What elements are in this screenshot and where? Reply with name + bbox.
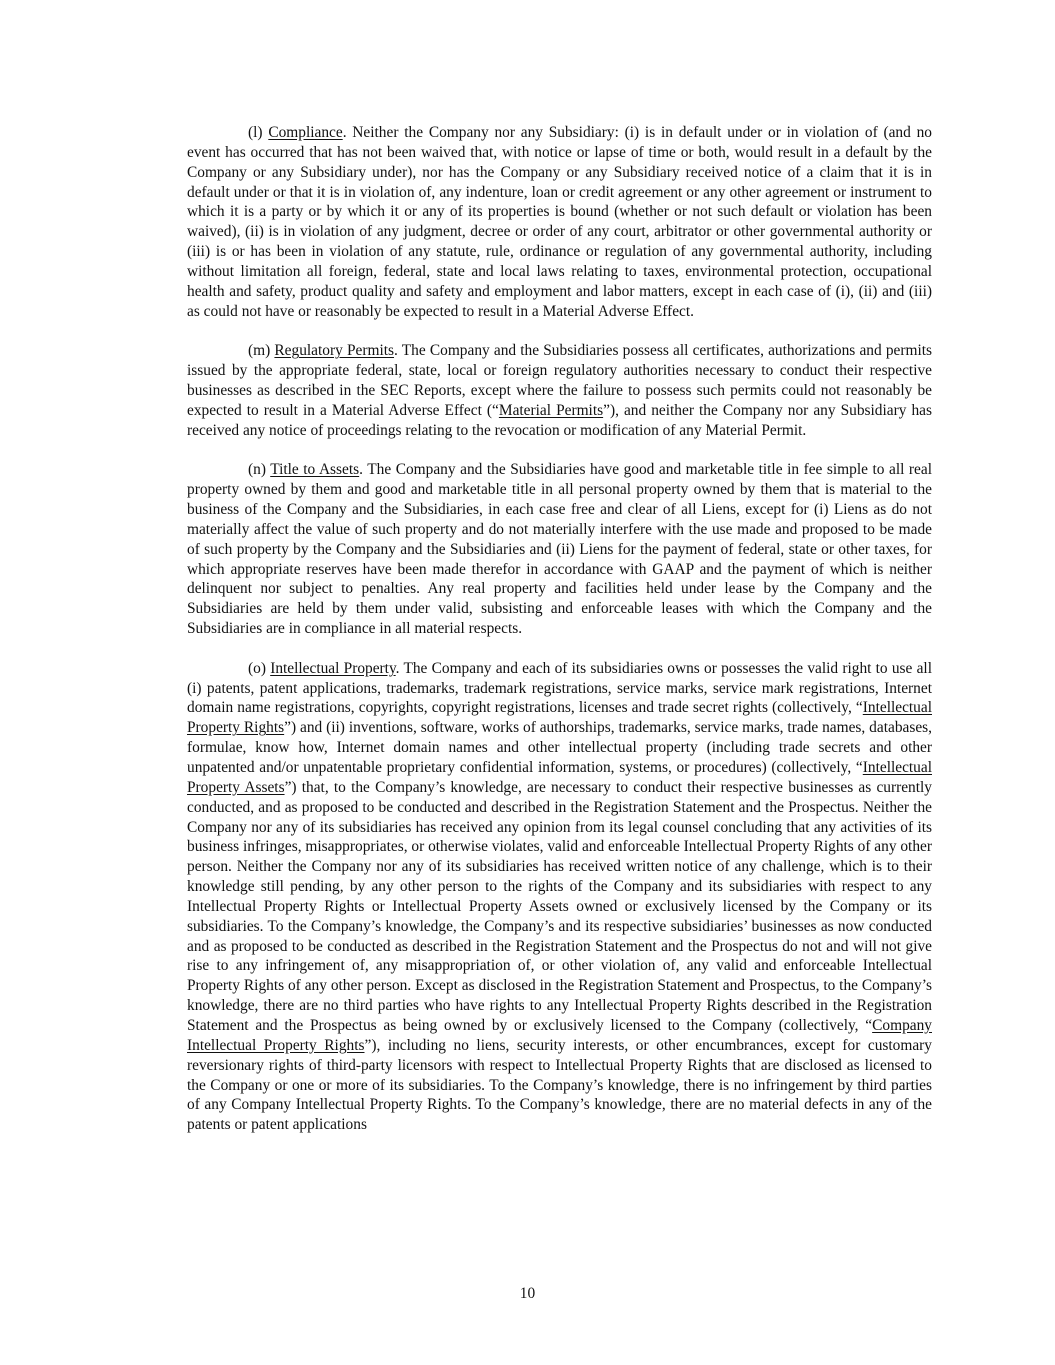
- section-l-heading: Compliance: [268, 124, 343, 141]
- section-o-heading: Intellectual Property: [270, 659, 396, 677]
- section-l-label: (l): [248, 124, 263, 141]
- section-n-label: (n): [248, 461, 266, 479]
- document-page: [187, 123, 932, 1135]
- section-o-intellectual-property: [187, 659, 932, 1135]
- section-o-text-1: . The Company and each of its subsidiaries owns or possesses the valid right to use all (i) patents, patent applications, trademarks, trademark registrations, service marks, service mark registrations, Internet domain name registrations, copyrights, copyright registrations, licenses and trade secret rights (collectively, “: [187, 659, 932, 717]
- section-o-text-2: ”) and (ii) inventions, software, works of authorships, trademarks, service marks, trade names, databases, formulae, know how, Internet domain names and other intellectual property (including trade secrets and other unpatented and/or unpatentable proprietary confidential information, systems, or procedures) (collectively, “: [187, 719, 932, 776]
- section-o-text-4: ”), including no liens, security interests, or other encumbrances, except for customary reversionary rights of third-party licensors with respect to Intellectual Property Rights that are disclosed as licensed to the Company or one or more of its subsidiaries. To the Company’s knowledge, there is no infringement by third parties of any Company Intellectual Property Rights. To the Company’s knowledge, there are no material defects in any of the patents or patent applications: [187, 1036, 932, 1134]
- section-m-text-2: ”), and neither the Company nor any Subsidiary has received any notice of proceedings relating to the revocation or modification of any Material Permit.: [187, 401, 933, 439]
- defined-term-material-permits: Material Permits: [498, 401, 604, 419]
- section-m-label: (m): [248, 342, 271, 360]
- defined-term-intellectual-property-rights: Intellectual Property Rights: [187, 699, 932, 737]
- defined-term-intellectual-property-assets: Intellectual Property Assets: [187, 759, 932, 796]
- section-l-compliance: [187, 123, 932, 321]
- section-n-title-to-assets: [187, 460, 932, 639]
- section-m-text-1: . The Company and the Subsidiaries possess all certificates, authorizations and permits issued by the appropriate federal, state, local or foreign regulatory authorities necessary to conduct their respective businesses as described in the SEC Reports, except where the failure to possess such permits could not reasonably be expected to result in a Material Adverse Effect (“: [187, 342, 933, 419]
- section-m-heading: Regulatory Permits: [274, 342, 395, 360]
- defined-term-company-intellectual-property-rights: Company Intellectual Property Rights: [187, 1016, 932, 1054]
- section-n-text: . The Company and the Subsidiaries have good and marketable title in fee simple to all real property owned by them and good and marketable title in all personal property owned by them that is material to the business of the Company and the Subsidiaries, in each case free and clear of all Liens, except for (i) Liens as do not materially affect the value of such property and do not materially interfere with the use made and proposed to be made of such property by the Company and the Subsidiaries and (ii) Liens for the payment of federal, state or other taxes, for which appropriate reserves have been made therefor in accordance with GAAP and the payment of which is neither delinquent nor subject to penalties. Any real property and facilities held under lease by the Company and the Subsidiaries are held by them under valid, subsisting and enforceable leases with which the Company and the Subsidiaries are in compliance in all material respects.: [187, 461, 932, 638]
- page-number: 10: [519, 1285, 536, 1302]
- section-l-text: . Neither the Company nor any Subsidiary: (i) is in default under or in violation of (and no event has occurred that has not been waived that, with notice or lapse of time or both, would result in a default by the Company or any Subsidiary under), nor has the Company or any Subsidiary received notice of a claim that it is in default under or that it is in violation of, any indenture, loan or credit agreement or any other agreement or instrument to which it is a party or by which it or any of its properties is bound (whether or not such default or violation has been waived), (ii) is in violation of any judgment, decree or order of any court, arbitrator or other governmental authority or (iii) is or has been in violation of any statute, rule, ordinance or regulation of any governmental authority, including without limitation all foreign, federal, state and local laws relating to taxes, environmental protection, occupational health and safety, product quality and safety and employment and labor matters, except in each case of (i), (ii) and (iii) as could not have or reasonably be expected to result in a Material Adverse Effect.: [187, 124, 932, 320]
- section-n-heading: Title to Assets: [270, 461, 360, 479]
- section-o-text-3: ”) that, to the Company’s knowledge, are necessary to conduct their respective businesses as currently conducted, and as proposed to be conducted and described in the Registration Statement and the Prospectus. Neither the Company nor any of its subsidiaries has received any opinion from its legal counsel concluding that any activities of its business infringes, misappropriates, or otherwise violates, valid and enforceable Intellectual Property Rights of any other person. Neither the Company nor any of its subsidiaries has received written notice of any challenge, which is to their knowledge still pending, by any other person to the rights of the Company and its subsidiaries with respect to any Intellectual Property Rights or Intellectual Property Assets owned or exclusively licensed by the Company or its subsidiaries. To the Company’s knowledge, the Company’s and its respective subsidiaries’ businesses as now conducted and as proposed to be conducted as described in the Registration Statement and the Prospectus do not and will not give rise to any infringement of, any misappropriation of, or other violation of, any valid and enforceable Intellectual Property Rights of any other person. Except as disclosed in the Registration Statement and Prospectus, to the Company’s knowledge, there are no third parties who have rights to any Intellectual Property Rights described in the Registration Statement and the Prospectus as being owned by or exclusively licensed to the Company (collectively, “: [187, 778, 932, 1034]
- section-o-label: (o): [248, 659, 266, 677]
- section-m-regulatory-permits: [187, 341, 932, 440]
